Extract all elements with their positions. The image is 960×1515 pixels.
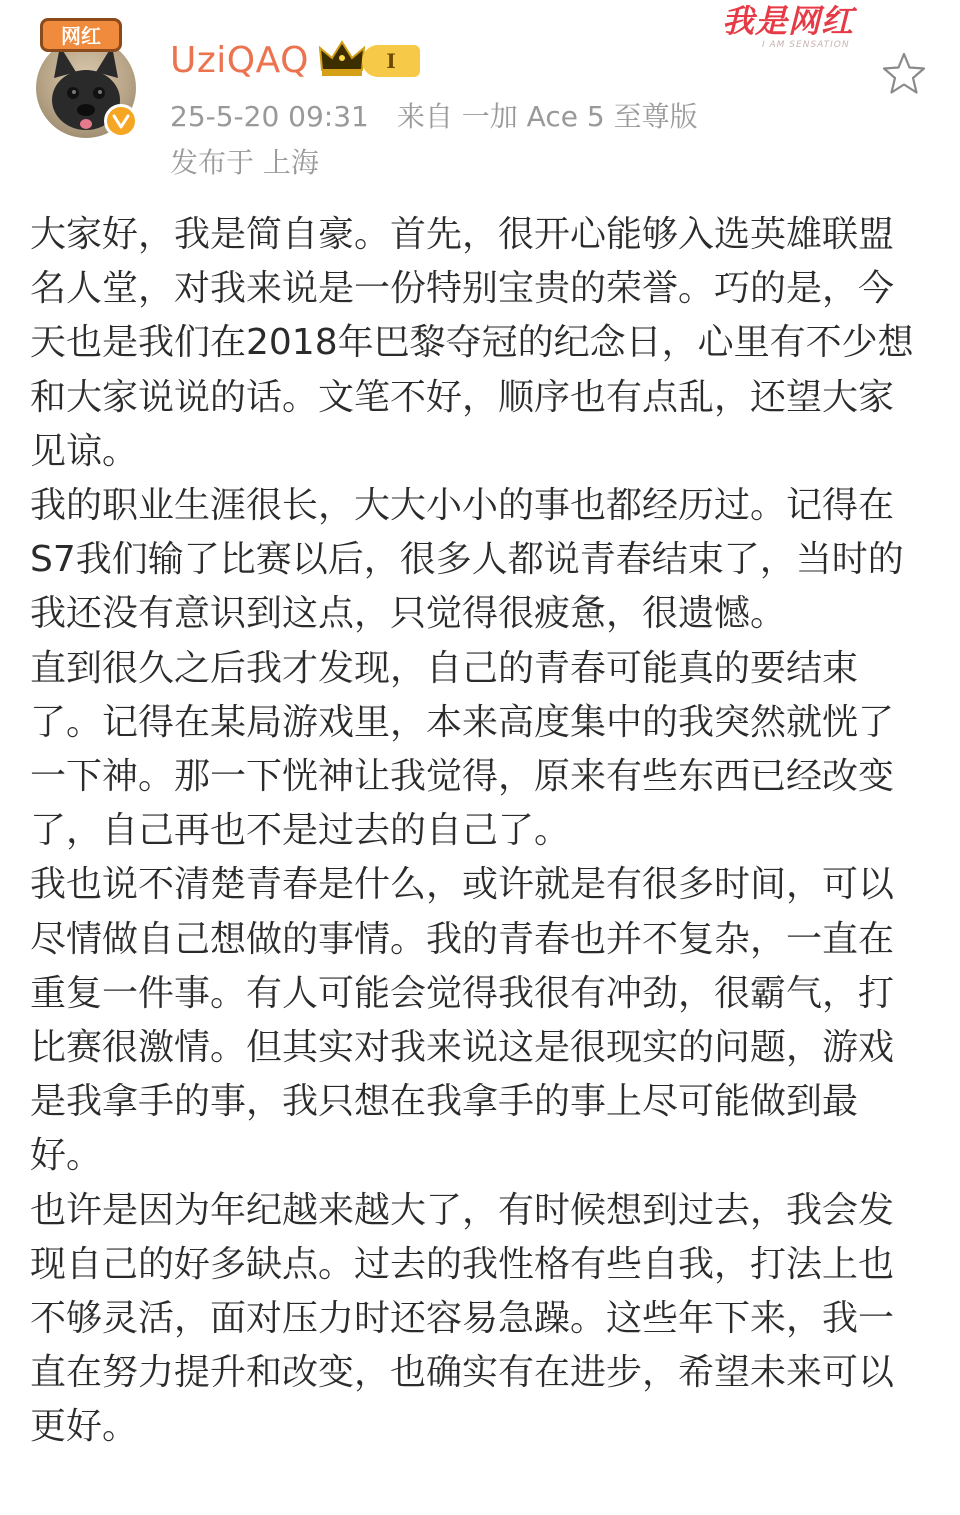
post-paragraph: 我的职业生涯很长，大大小小的事也都经历过。记得在S7我们输了比赛以后，很多人都说青春结束了，当时的我还没有意识到这点，只觉得很疲惫，很遗憾。: [30, 485, 904, 635]
verified-badge-icon: [104, 104, 138, 138]
post-paragraph: 我也说不清楚青春是什么，或许就是有很多时间，可以尽情做自己想做的事情。我的青春也并不复杂，一直在重复一件事。有人可能会觉得我很有冲劲，很霸气，打比赛很激情。但其实对我来说这是很现实的问题，游戏是我拿手的事，我只想在我拿手的事上尽可能做到最好。: [30, 864, 895, 1177]
avatar-badge: 网红: [40, 18, 122, 52]
brand-watermark-logo: [722, 0, 882, 56]
crown-icon: [318, 40, 366, 78]
member-level-badge[interactable]: I: [362, 45, 420, 77]
post-paragraph: 大家好，我是简自豪。首先，很开心能够入选英雄联盟名人堂，对我来说是一份特别宝贵的荣誉。巧的是，今天也是我们在2018年巴黎夺冠的纪念日，心里有不少想和大家说说的话。文笔不好，顺序也有点乱，还望大家见谅。: [30, 214, 914, 472]
post-header: [0, 0, 960, 200]
brand-watermark-main: 我是网红: [722, 2, 855, 40]
post-location: 发布于 上海: [170, 146, 319, 179]
brand-watermark-sub: I AM SENSATION: [762, 40, 850, 50]
post-time-source: 25-5-20 09:31 来自 一加 Ace 5 至尊版: [170, 100, 698, 133]
post-body: [30, 208, 920, 1455]
post-paragraph: 也许是因为年纪越来越大了，有时候想到过去，我会发现自己的好多缺点。过去的我性格有些自我，打法上也不够灵活，面对压力时还容易急躁。这些年下来，我一直在努力提升和改变，也确实有在进步，希望未来可以更好。: [30, 1189, 895, 1448]
star-outline-icon[interactable]: [880, 50, 928, 98]
username-link[interactable]: UziQAQ: [170, 40, 309, 81]
post-paragraph: 直到很久之后我才发现，自己的青春可能真的要结束了。记得在某局游戏里，本来高度集中的我突然就恍了一下神。那一下恍神让我觉得，原来有些东西已经改变了，自己再也不是过去的自己了。: [30, 647, 895, 852]
